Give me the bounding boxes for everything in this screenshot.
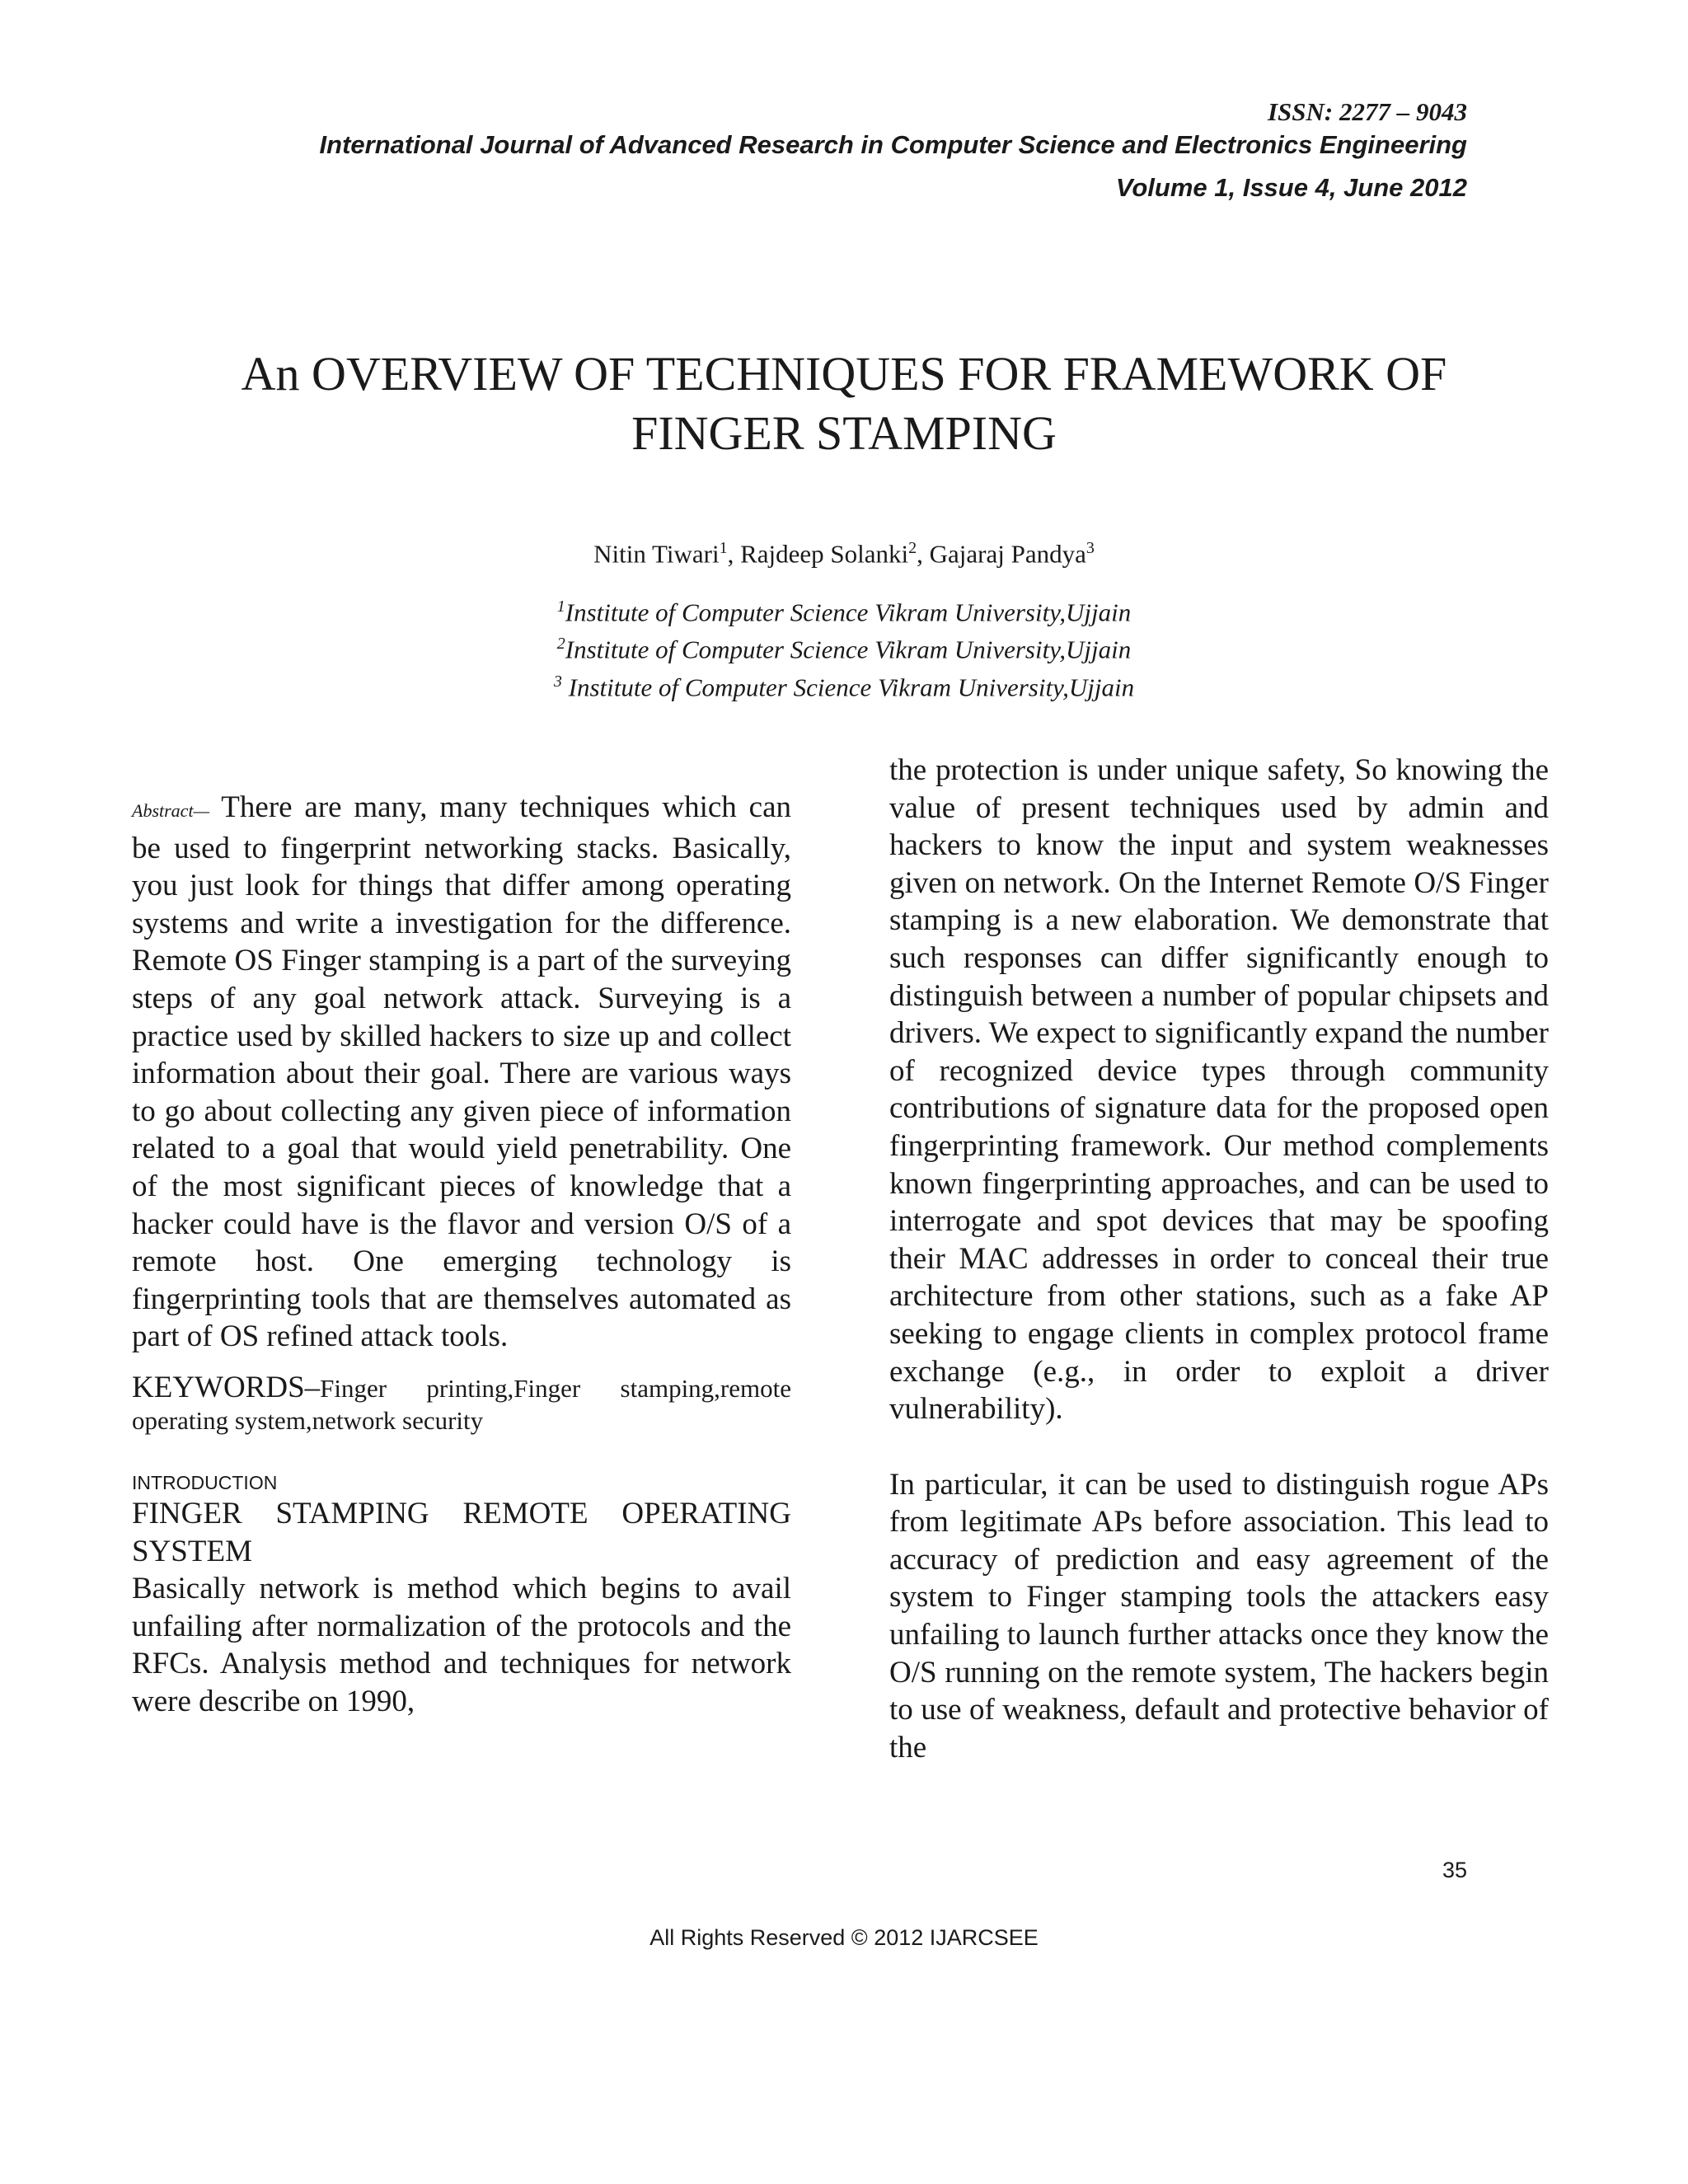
copyright-footer: All Rights Reserved © 2012 IJARCSEE [649,1925,1039,1950]
left-column [132,789,791,1720]
paper-title-line-1: An OVERVIEW OF TECHNIQUES FOR FRAMEWORK OF [241,347,1447,401]
affiliation-mark: 2 [556,635,565,654]
volume-issue: Volume 1, Issue 4, June 2012 [1115,173,1467,202]
page-number: 35 [1442,1858,1467,1882]
right-column [889,752,1549,1766]
affiliation-mark: 1 [556,598,565,616]
body-paragraph: In particular, it can be used to distinguish rogue APs from legitimate APs before association. This lead to accuracy of prediction and easy agreement of the system to Finger stamping tools the attackers easy unfailing to launch further attacks once they know the O/S running on the remote system, The hackers begin to use of weakness, default and protective behavior of the [889,1467,1549,1765]
abstract [132,789,791,1356]
affiliation [0,666,1688,703]
affiliation-mark: 3 [553,672,562,691]
author-name: Gajaraj Pandya [929,539,1086,569]
paper-title-line-2: FINGER STAMPING [631,406,1057,460]
abstract-text: There are many, many techniques which can be used to fingerprint networking stacks. Basically, you just look for things that differ among operating systems and write a investigation for the difference. Remote OS Finger stamping is a part of the surveying steps of any goal network attack. Surveying is a practice used by skilled hackers to size up and collect information about their goal. There are various ways to go about collecting any given piece of information related to a goal that would yield penetrability. One of the most significant pieces of knowledge that a hacker could have is the flavor and version O/S of a remote host. One emerging technology is fingerprinting tools that are themselves automated as part of OS refined attack tools. [132,790,791,1354]
affiliation [0,628,1688,665]
affiliation-text: Institute of Computer Science Vikram University,Ujjain [565,635,1132,664]
keywords-text: Finger printing,Finger stamping,remote operating system,network security [132,1373,791,1435]
section-heading: FINGER STAMPING REMOTE OPERATING SYSTEM [132,1496,791,1568]
keywords [132,1372,791,1436]
author-affil-mark: 3 [1085,539,1095,557]
body-paragraph: the protection is under unique safety, So knowing the value of present techniques used by admin and hackers to know the input and system weaknesses given on network. On the Internet Remote O/S Finger stamping is a new elaboration. We demonstrate that such responses can differ significantly enough to distinguish between a number of popular chipsets and drivers. We expect to significantly expand the number of recognized device types through community contributions of signature data for the proposed open fingerprinting framework. Our method complements known fingerprinting approaches, and can be used to interrogate and spot devices that may be spoofing their MAC addresses in order to conceal their true architecture from other stations, such as a fake AP seeking to engage clients in complex protocol frame exchange (e.g., in order to exploit a driver vulnerability). [889,753,1549,1427]
affiliation-text: Institute of Computer Science Vikram University,Ujjain [565,598,1132,627]
introduction-paragraph: Basically network is method which begins to avail unfailing after normalization of the protocols and the RFCs. Analysis method and techniques for network were describe on 1990, [132,1572,791,1718]
author-separator: , [727,539,741,569]
keywords-label: KEYWORDS– [132,1370,321,1404]
author-name: Rajdeep Solanki [740,539,909,569]
affiliation-list [0,591,1688,703]
author-affil-mark: 2 [908,539,917,557]
affiliation-text: Institute of Computer Science Vikram University,Ujjain [561,672,1135,701]
issn-header: ISSN: 2277 – 9043 [1267,97,1467,126]
author-affil-mark: 1 [719,539,728,557]
introduction-label: INTRODUCTION [132,1471,278,1493]
author-list [0,539,1688,569]
affiliation [0,591,1688,628]
journal-name: International Journal of Advanced Research in Computer Science and Electronics Engineering [319,130,1467,159]
author-name: Nitin Tiwari [593,539,720,569]
paper-title [0,344,1688,463]
abstract-label: Abstract— [132,800,210,821]
author-separator: , [917,539,930,569]
